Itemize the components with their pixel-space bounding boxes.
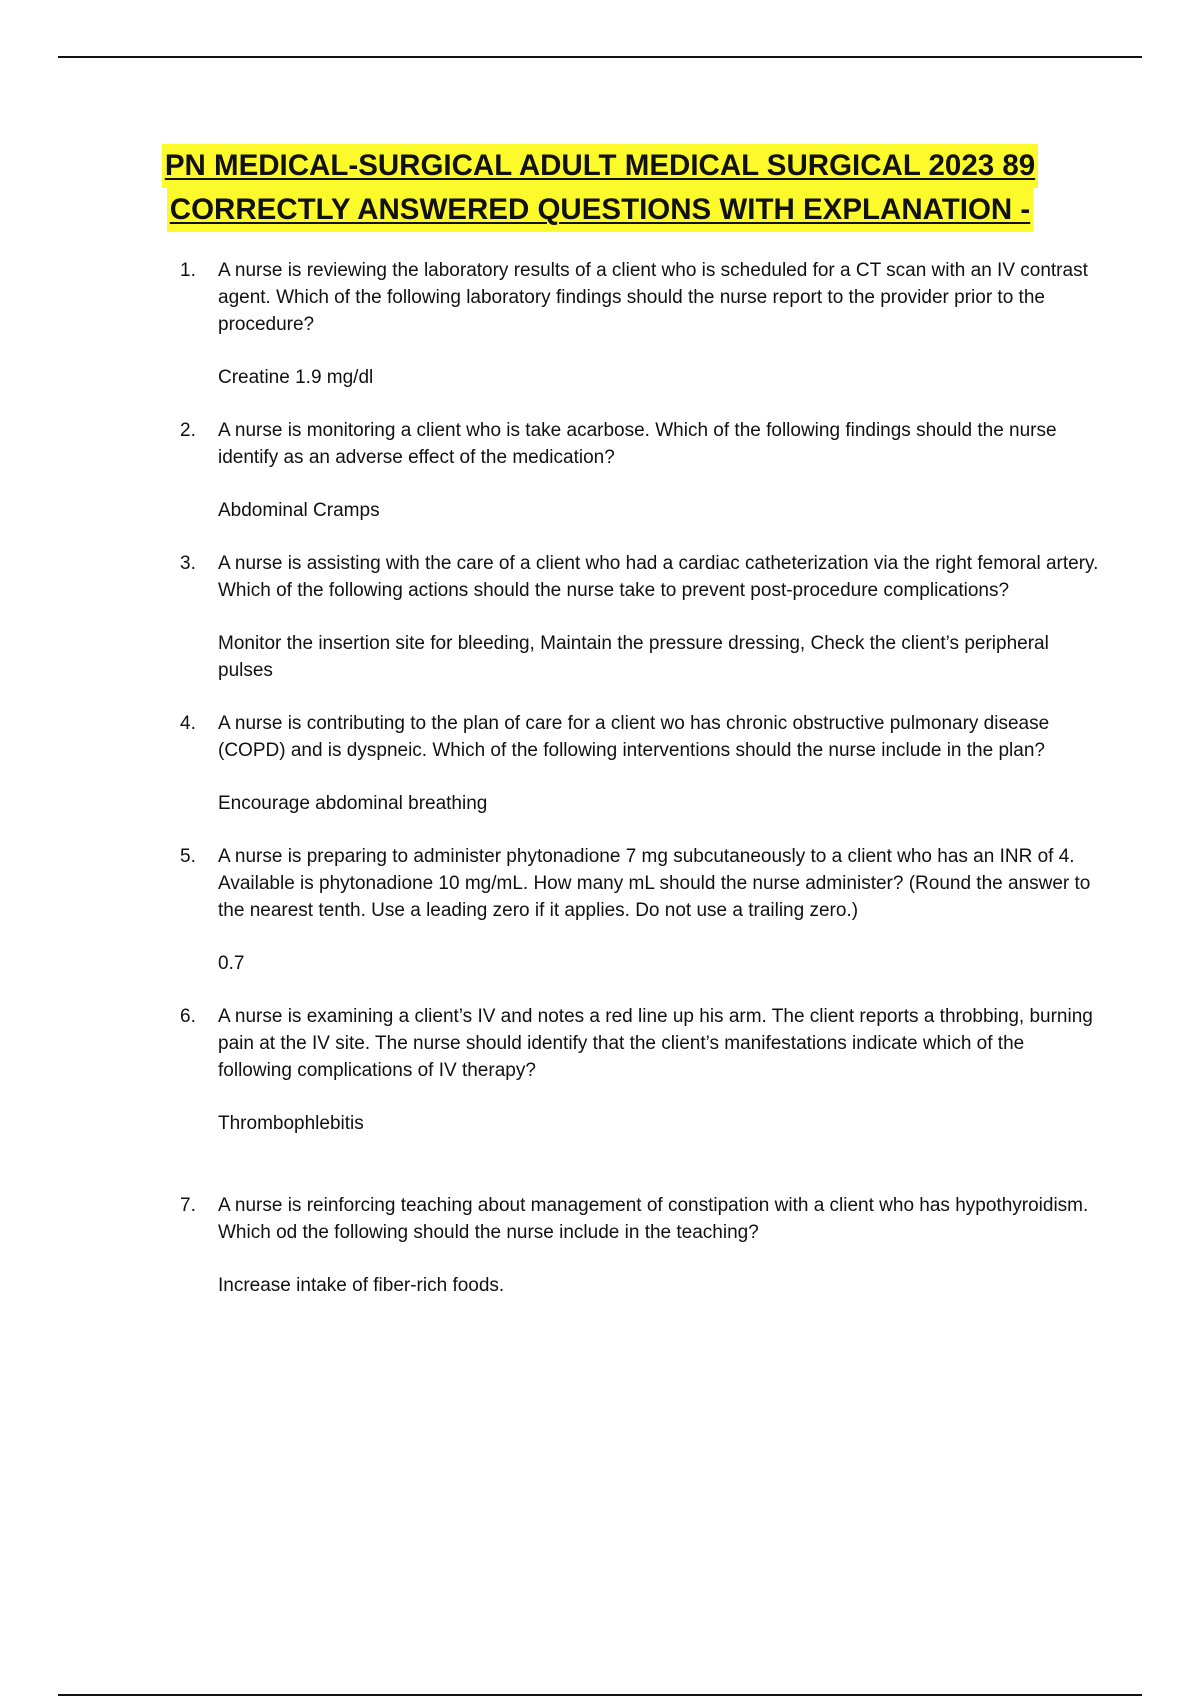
question-item-2 (180, 417, 1100, 524)
question-answer: 0.7 (218, 953, 245, 974)
title-line-1: PN MEDICAL-SURGICAL ADULT MEDICAL SURGICAL 2023 89 (162, 144, 1038, 188)
title-line-2: CORRECTLY ANSWERED QUESTIONS WITH EXPLANATION - (167, 188, 1033, 232)
question-number: 6. (180, 1006, 196, 1027)
question-list (180, 257, 1100, 1325)
question-number: 2. (180, 420, 196, 441)
question-item-7 (180, 1192, 1100, 1299)
question-answer: Thrombophlebitis (218, 1113, 364, 1134)
question-answer: Monitor the insertion site for bleeding, Maintain the pressure dressing, Check the client’s peripheral pulses (218, 633, 1049, 681)
question-answer: Abdominal Cramps (218, 500, 380, 521)
question-item-1 (180, 257, 1100, 391)
question-item-6 (180, 1003, 1100, 1137)
question-number: 7. (180, 1195, 196, 1216)
question-item-4 (180, 710, 1100, 817)
question-text: A nurse is examining a client’s IV and notes a red line up his arm. The client reports a throbbing, burning pain at the IV site. The nurse should identify that the client’s manifestations indicate which of the following complications of IV therapy? (218, 1006, 1093, 1081)
question-number: 4. (180, 713, 196, 734)
question-text: A nurse is assisting with the care of a client who had a cardiac catheterization via the right femoral artery. Which of the following actions should the nurse take to prevent post-procedure complications? (218, 553, 1099, 601)
question-text: A nurse is contributing to the plan of care for a client wo has chronic obstructive pulmonary disease (COPD) and is dyspneic. Which of the following interventions should the nurse include in the plan? (218, 713, 1050, 761)
question-answer: Creatine 1.9 mg/dl (218, 367, 374, 388)
question-text: A nurse is reviewing the laboratory results of a client who is scheduled for a CT scan with an IV contrast agent. Which of the following laboratory findings should the nurse report to the provider prior to the procedure? (218, 260, 1088, 335)
question-answer: Encourage abdominal breathing (218, 793, 488, 814)
top-rule (58, 56, 1142, 58)
question-number: 3. (180, 553, 196, 574)
question-item-3 (180, 550, 1100, 684)
page-title (0, 144, 1200, 232)
question-answer: Increase intake of fiber-rich foods. (218, 1275, 505, 1296)
bottom-rule (58, 1694, 1142, 1696)
question-text: A nurse is monitoring a client who is take acarbose. Which of the following findings should the nurse identify as an adverse effect of the medication? (218, 420, 1057, 468)
question-text: A nurse is preparing to administer phytonadione 7 mg subcutaneously to a client who has an INR of 4. Available is phytonadione 10 mg/mL. How many mL should the nurse administer? (Round the answer to the nearest tenth. Use a leading zero if it applies. Do not use a trailing zero.) (218, 846, 1091, 921)
question-item-5 (180, 843, 1100, 977)
question-number: 5. (180, 846, 196, 867)
question-number: 1. (180, 260, 196, 281)
question-text: A nurse is reinforcing teaching about management of constipation with a client who has hypothyroidism. Which od the following should the nurse include in the teaching? (218, 1195, 1089, 1243)
